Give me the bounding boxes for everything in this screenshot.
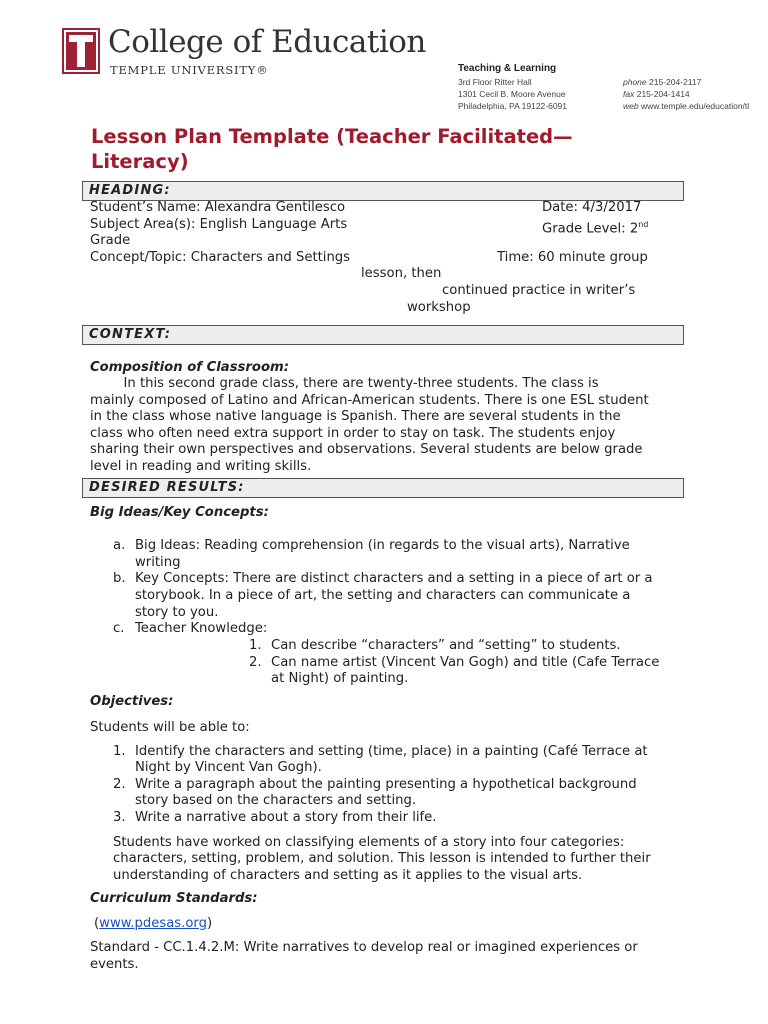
time-line-3: continued practice in writer’s bbox=[442, 283, 636, 298]
objectives-note: understanding of characters and setting as it applies to the visual arts. bbox=[113, 868, 583, 883]
section-label: HEADING: bbox=[89, 183, 171, 198]
list-item: Can name artist (Vincent Van Gogh) and title (Cafe Terrace bbox=[271, 655, 660, 670]
grade-level: Grade Level: 2nd bbox=[542, 220, 649, 237]
list-item: Teacher Knowledge: bbox=[135, 621, 268, 636]
list-marker: 3. bbox=[113, 810, 126, 825]
list-item: Write a paragraph about the painting presenting a hypothetical background bbox=[135, 777, 637, 792]
list-item: Can describe “characters” and “setting” to students. bbox=[271, 638, 621, 653]
grade-word: Grade bbox=[90, 233, 131, 248]
big-ideas-heading: Big Ideas/Key Concepts: bbox=[90, 505, 269, 520]
time-line-2: lesson, then bbox=[361, 266, 442, 281]
list-item: at Night) of painting. bbox=[271, 671, 409, 686]
title-line-2: Literacy) bbox=[91, 150, 189, 173]
list-marker: a. bbox=[113, 538, 126, 553]
address-line-2: 1301 Cecil B. Moore Avenue bbox=[458, 89, 566, 99]
list-item: Night by Vincent Van Gogh). bbox=[135, 760, 322, 775]
section-label: DESIRED RESULTS: bbox=[89, 480, 245, 495]
composition-heading: Composition of Classroom: bbox=[90, 360, 290, 375]
section-label: CONTEXT: bbox=[89, 327, 172, 342]
objectives-heading: Objectives: bbox=[90, 694, 174, 709]
list-item: story to you. bbox=[135, 605, 219, 620]
document-title bbox=[91, 124, 711, 174]
standard-line: events. bbox=[90, 957, 139, 972]
objectives-note: Students have worked on classifying elements of a story into four categories: bbox=[113, 835, 625, 850]
address-line-3: Philadelphia, PA 19122-6091 bbox=[458, 101, 568, 111]
composition-paragraph: In this second grade class, there are twenty-three students. The class is mainly composed of Latino and African-American students. There is one ESL student in the class whose native language is Spanish. There are several students in the class who often need extra support in order to stay on task. The students enjoy sharing their own perspectives and observations. Several students are below grade level in reading and writing skills. bbox=[90, 376, 649, 474]
section-bar-desired-results bbox=[82, 478, 684, 498]
section-bar-context bbox=[82, 325, 684, 345]
standards-link-line: (www.pdesas.org) bbox=[94, 916, 213, 931]
section-bar-heading bbox=[82, 181, 684, 201]
time: Time: 60 minute group bbox=[497, 250, 648, 265]
address-line-1: 3rd Floor Ritter Hall bbox=[458, 77, 532, 87]
student-name: Student’s Name: Alexandra Gentilesco bbox=[90, 200, 346, 215]
college-name: College of Education bbox=[108, 24, 426, 60]
time-line-4: workshop bbox=[407, 300, 471, 315]
list-item: Write a narrative about a story from their life. bbox=[135, 810, 437, 825]
phone-line: phone 215-204-2117 bbox=[623, 77, 702, 87]
objectives-intro: Students will be able to: bbox=[90, 720, 250, 735]
subject-area: Subject Area(s): English Language Arts bbox=[90, 217, 348, 232]
concept-topic: Concept/Topic: Characters and Settings bbox=[90, 250, 351, 265]
web-line: web www.temple.edu/education/tl bbox=[623, 101, 750, 111]
standards-heading: Curriculum Standards: bbox=[90, 891, 258, 906]
list-item: Key Concepts: There are distinct characters and a setting in a piece of art or a bbox=[135, 571, 653, 586]
list-item: story based on the characters and setting. bbox=[135, 793, 417, 808]
list-marker: b. bbox=[113, 571, 126, 586]
list-item: writing bbox=[135, 555, 181, 570]
fax-line: fax 215-204-1414 bbox=[623, 89, 690, 99]
objectives-note: characters, setting, problem, and solution. This lesson is intended to further their bbox=[113, 851, 651, 866]
department-title: Teaching & Learning bbox=[458, 63, 557, 74]
list-marker: 1. bbox=[249, 638, 262, 653]
list-marker: 2. bbox=[113, 777, 126, 792]
pdesas-link[interactable]: www.pdesas.org bbox=[99, 916, 207, 931]
list-marker: 1. bbox=[113, 744, 126, 759]
list-item: Big Ideas: Reading comprehension (in regards to the visual arts), Narrative bbox=[135, 538, 630, 553]
list-marker: c. bbox=[113, 621, 125, 636]
date: Date: 4/3/2017 bbox=[542, 200, 642, 215]
university-name: TEMPLE UNIVERSITY® bbox=[110, 63, 269, 77]
list-marker: 2. bbox=[249, 655, 262, 670]
list-item: Identify the characters and setting (time, place) in a painting (Café Terrace at bbox=[135, 744, 648, 759]
temple-logo bbox=[62, 28, 100, 74]
list-item: storybook. In a piece of art, the setting and characters can communicate a bbox=[135, 588, 631, 603]
title-line-1: Lesson Plan Template (Teacher Facilitated— bbox=[91, 125, 573, 148]
standard-line: Standard - CC.1.4.2.M: Write narratives to develop real or imagined experiences or bbox=[90, 940, 638, 955]
temple-t-icon bbox=[62, 28, 100, 74]
